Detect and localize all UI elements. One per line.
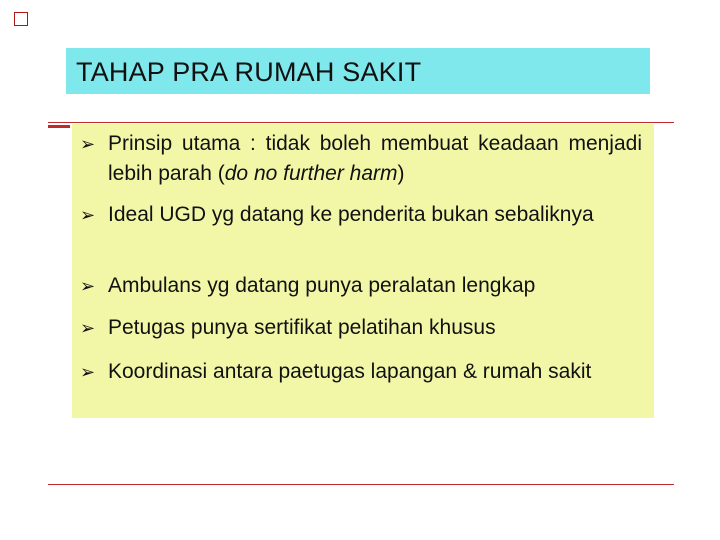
- bullet-item: [72, 313, 642, 343]
- arrow-bullet-icon: ➢: [80, 205, 96, 225]
- content-panel: [72, 124, 654, 418]
- arrow-bullet-icon: ➢: [80, 362, 96, 382]
- bullet-text: Prinsip utama : tidak boleh membuat keadaan menjadi lebih parah (do no further harm): [108, 132, 642, 185]
- arrow-bullet-icon: ➢: [80, 318, 96, 338]
- bullet-text: Koordinasi antara paetugas lapangan & rumah sakit: [108, 360, 592, 383]
- bullet-item: [72, 271, 642, 301]
- arrow-bullet-icon: ➢: [80, 134, 96, 154]
- slide-title: TAHAP PRA RUMAH SAKIT: [76, 57, 422, 87]
- bottom-divider: [48, 484, 674, 485]
- bullet-text: Petugas punya sertifikat pelatihan khusus: [108, 316, 496, 339]
- title-bar: [66, 48, 650, 94]
- bullet-text-italic: do no further harm: [224, 162, 398, 185]
- bullet-item: [72, 357, 642, 387]
- top-divider-accent: [48, 125, 70, 128]
- decorative-square: [14, 12, 28, 26]
- bullet-item: [72, 129, 642, 189]
- bullet-item: [72, 200, 642, 230]
- bullet-text: Ambulans yg datang punya peralatan lengkap: [108, 274, 536, 297]
- bullet-text: Ideal UGD yg datang ke penderita bukan sebaliknya: [108, 203, 594, 226]
- arrow-bullet-icon: ➢: [80, 276, 96, 296]
- top-divider: [48, 122, 674, 123]
